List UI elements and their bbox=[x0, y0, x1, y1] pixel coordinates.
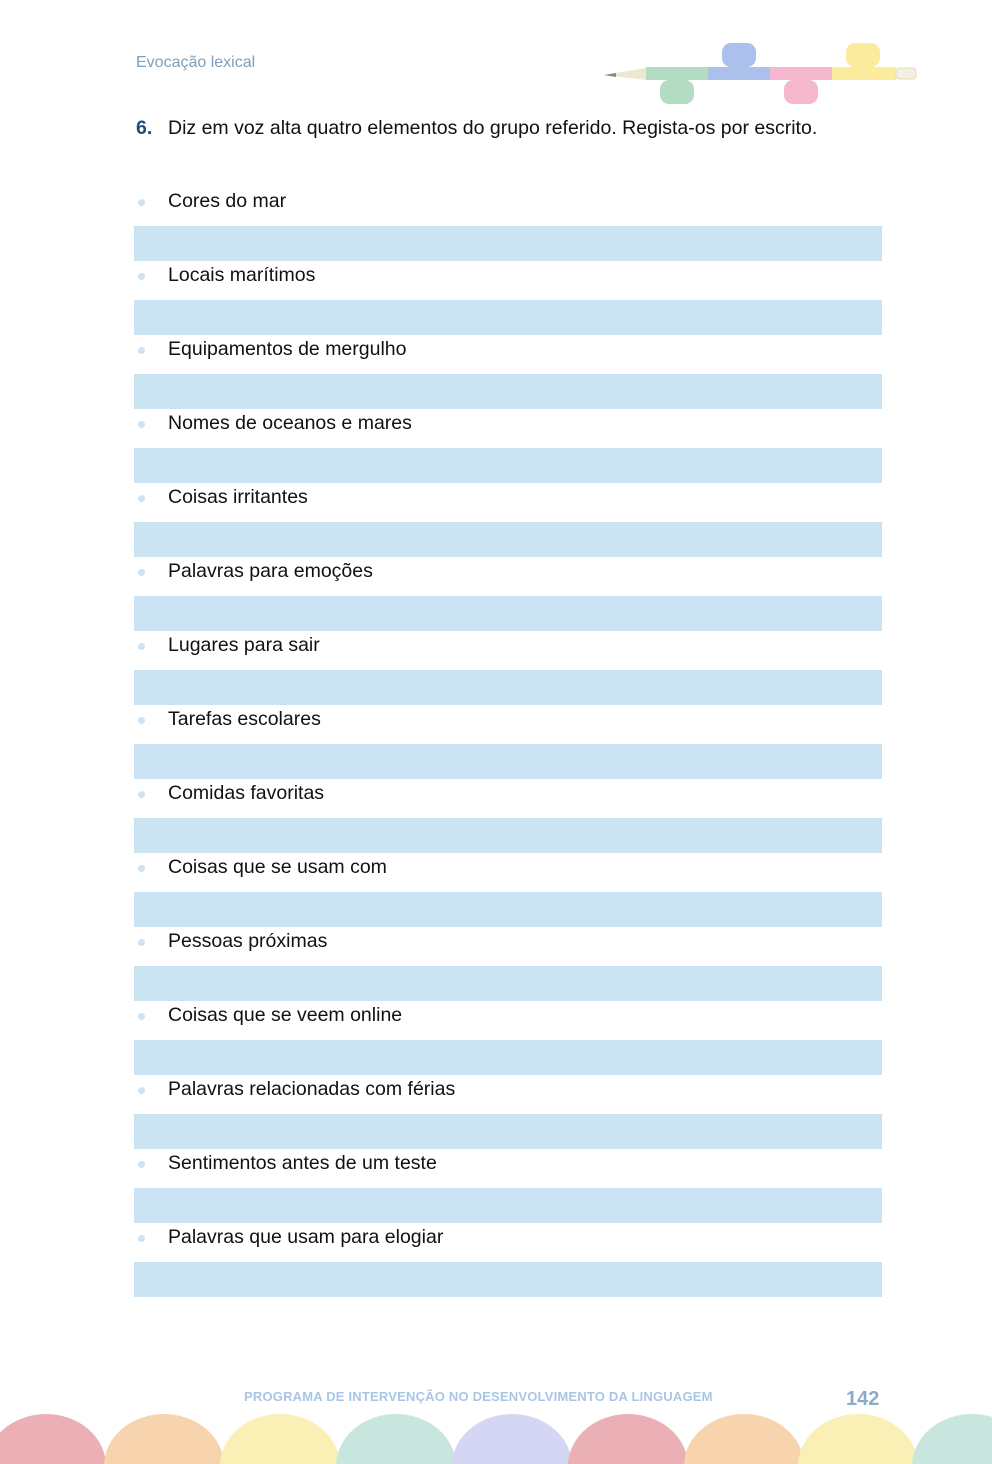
answer-line[interactable] bbox=[134, 300, 882, 335]
list-item bbox=[134, 854, 882, 928]
list-item bbox=[134, 262, 882, 336]
list-item bbox=[134, 1002, 882, 1076]
list-item bbox=[134, 632, 882, 706]
category-label: Nomes de oceanos e mares bbox=[168, 412, 412, 434]
category-label: Coisas que se usam com bbox=[168, 856, 387, 878]
bullet-icon bbox=[138, 939, 145, 946]
bullet-icon bbox=[138, 1013, 145, 1020]
answer-line[interactable] bbox=[134, 374, 882, 409]
bullet-icon bbox=[138, 643, 145, 650]
list-item bbox=[134, 484, 882, 558]
answer-line[interactable] bbox=[134, 522, 882, 557]
category-label: Comidas favoritas bbox=[168, 782, 325, 804]
list-item bbox=[134, 336, 882, 410]
bullet-icon bbox=[138, 1235, 145, 1242]
list-item bbox=[134, 410, 882, 484]
category-label: Coisas que se veem online bbox=[168, 1004, 403, 1026]
list-item bbox=[134, 1224, 882, 1298]
category-label: Cores do mar bbox=[168, 190, 287, 212]
pencil-icon bbox=[600, 40, 922, 108]
answer-line[interactable] bbox=[134, 818, 882, 853]
bullet-icon bbox=[138, 495, 145, 502]
answer-line[interactable] bbox=[134, 1188, 882, 1223]
bullet-icon bbox=[138, 717, 145, 724]
answer-line[interactable] bbox=[134, 1040, 882, 1075]
list-item bbox=[134, 1150, 882, 1224]
answer-line[interactable] bbox=[134, 744, 882, 779]
category-label: Tarefas escolares bbox=[168, 708, 321, 730]
bullet-icon bbox=[138, 1087, 145, 1094]
answer-line[interactable] bbox=[134, 596, 882, 631]
answer-line[interactable] bbox=[134, 966, 882, 1001]
exercise-number: 6. bbox=[136, 117, 153, 139]
bullet-icon bbox=[138, 865, 145, 872]
category-label: Locais marítimos bbox=[168, 264, 316, 286]
category-label: Lugares para sair bbox=[168, 634, 320, 656]
category-label: Pessoas próximas bbox=[168, 930, 328, 952]
list-item bbox=[134, 706, 882, 780]
list-item bbox=[134, 780, 882, 854]
list-item bbox=[134, 928, 882, 1002]
decorative-scallop-border bbox=[0, 1400, 992, 1464]
category-label: Coisas irritantes bbox=[168, 486, 308, 508]
category-list bbox=[134, 188, 882, 1298]
bullet-icon bbox=[138, 273, 145, 280]
category-label: Equipamentos de mergulho bbox=[168, 338, 407, 360]
category-label: Sentimentos antes de um teste bbox=[168, 1152, 437, 1174]
section-title: Evocação lexical bbox=[136, 54, 256, 71]
list-item bbox=[134, 1076, 882, 1150]
list-item bbox=[134, 558, 882, 632]
bullet-icon bbox=[138, 199, 145, 206]
bullet-icon bbox=[138, 421, 145, 428]
answer-line[interactable] bbox=[134, 226, 882, 261]
answer-line[interactable] bbox=[134, 448, 882, 483]
footer-program-title: PROGRAMA DE INTERVENÇÃO NO DESENVOLVIMENTO DA LINGUAGEM bbox=[244, 1389, 713, 1404]
answer-line[interactable] bbox=[134, 1262, 882, 1297]
bullet-icon bbox=[138, 791, 145, 798]
bullet-icon bbox=[138, 347, 145, 354]
exercise-instruction bbox=[136, 117, 896, 140]
list-item bbox=[134, 188, 882, 262]
bullet-icon bbox=[138, 1161, 145, 1168]
category-label: Palavras para emoções bbox=[168, 560, 373, 582]
category-label: Palavras que usam para elogiar bbox=[168, 1226, 444, 1248]
answer-line[interactable] bbox=[134, 1114, 882, 1149]
answer-line[interactable] bbox=[134, 892, 882, 927]
instruction-text: Diz em voz alta quatro elementos do grupo referido. Regista-os por escrito. bbox=[168, 117, 818, 139]
bullet-icon bbox=[138, 569, 145, 576]
answer-line[interactable] bbox=[134, 670, 882, 705]
page-number: 142 bbox=[846, 1388, 880, 1410]
category-label: Palavras relacionadas com férias bbox=[168, 1078, 456, 1100]
